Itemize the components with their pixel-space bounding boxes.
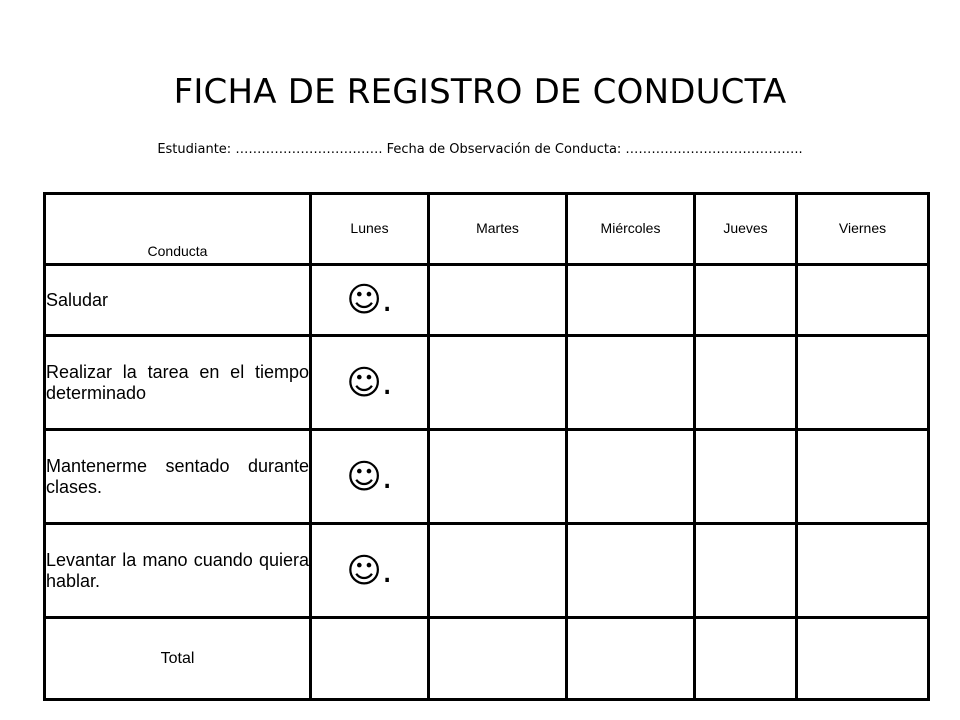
conduct-label: Realizar la tarea en el tiempo determinado [45, 336, 311, 430]
header-miercoles: Miércoles [567, 194, 695, 265]
cell-martes[interactable] [429, 265, 567, 336]
total-miercoles[interactable] [567, 618, 695, 700]
smiley-mark: ☺. [311, 336, 429, 430]
total-martes[interactable] [429, 618, 567, 700]
cell-martes[interactable] [429, 430, 567, 524]
cell-miercoles[interactable] [567, 265, 695, 336]
student-date-line: Estudiante: ……………………………. Fecha de Observación de Conducta: ………………………………….. [157, 142, 803, 157]
conduct-table [43, 192, 930, 701]
conduct-label: Levantar la mano cuando quiera hablar. [45, 524, 311, 618]
total-row [45, 618, 929, 700]
cell-viernes[interactable] [797, 336, 929, 430]
header-row [45, 194, 929, 265]
cell-jueves[interactable] [695, 336, 797, 430]
smiley-mark: ☺. [311, 265, 429, 336]
header-lunes: Lunes [311, 194, 429, 265]
cell-jueves[interactable] [695, 524, 797, 618]
header-conducta: Conducta [45, 194, 311, 265]
total-label: Total [45, 618, 311, 700]
total-viernes[interactable] [797, 618, 929, 700]
cell-miercoles[interactable] [567, 430, 695, 524]
cell-miercoles[interactable] [567, 336, 695, 430]
cell-jueves[interactable] [695, 265, 797, 336]
cell-martes[interactable] [429, 524, 567, 618]
header-jueves: Jueves [695, 194, 797, 265]
total-lunes[interactable] [311, 618, 429, 700]
page-title: FICHA DE REGISTRO DE CONDUCTA [173, 72, 787, 112]
cell-viernes[interactable] [797, 430, 929, 524]
cell-viernes[interactable] [797, 524, 929, 618]
header-martes: Martes [429, 194, 567, 265]
conduct-label: Mantenerme sentado durante clases. [45, 430, 311, 524]
table-row [45, 430, 929, 524]
cell-martes[interactable] [429, 336, 567, 430]
total-jueves[interactable] [695, 618, 797, 700]
header-viernes: Viernes [797, 194, 929, 265]
cell-viernes[interactable] [797, 265, 929, 336]
table-row [45, 524, 929, 618]
table-row [45, 336, 929, 430]
table-row [45, 265, 929, 336]
smiley-mark: ☺. [311, 524, 429, 618]
conduct-label: Saludar [45, 265, 311, 336]
cell-jueves[interactable] [695, 430, 797, 524]
smiley-mark: ☺. [311, 430, 429, 524]
cell-miercoles[interactable] [567, 524, 695, 618]
